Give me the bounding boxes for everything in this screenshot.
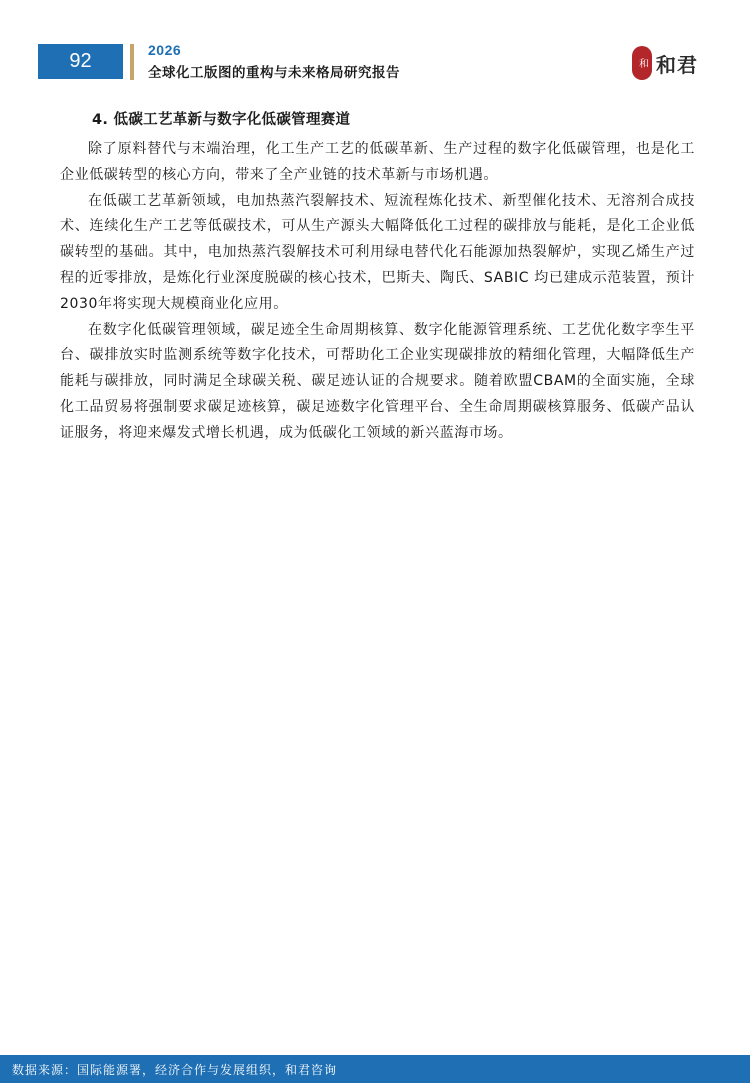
header-divider [130,44,134,80]
main-content [60,108,695,447]
logo-seal-icon: 和 [632,46,652,80]
paragraph: 在数字化低碳管理领域，碳足迹全生命周期核算、数字化能源管理系统、工艺优化数字孪生平台、碳排放实时监测系统等数字化技术，可帮助化工企业实现碳排放的精细化管理，大幅降低生产能耗与碳排放，同时满足全球碳关税、碳足迹认证的合规要求。随着欧盟CBAM的全面实施，全球化工品贸易将强制要求碳足迹核算，碳足迹数字化管理平台、全生命周期碳核算服务、低碳产品认证服务，将迎来爆发式增长机遇，成为低碳化工领域的新兴蓝海市场。 [60,321,695,441]
report-title: 全球化工版图的重构与未来格局研究报告 [148,65,400,81]
paragraph: 除了原料替代与末端治理，化工生产工艺的低碳革新、生产过程的数字化低碳管理，也是化工企业低碳转型的核心方向，带来了全产业链的技术革新与市场机遇。 [60,141,695,183]
footer-bar [0,1055,750,1083]
logo-text: 和君 [656,52,698,77]
page-number: 92 [38,44,123,79]
company-logo [632,44,722,82]
paragraph: 在低碳工艺革新领域，电加热蒸汽裂解技术、短流程炼化技术、新型催化技术、无溶剂合成技术、连续化生产工艺等低碳技术，可从生产源头大幅降低化工过程的碳排放与能耗，是化工企业低碳转型的基础。其中，电加热蒸汽裂解技术可利用绿电替代化石能源加热裂解炉，实现乙烯生产过程的近零排放，是炼化行业深度脱碳的核心技术，巴斯夫、陶氏、SABIC 均已建成示范装置，预计2030年将实现大规模商业化应用。 [60,192,695,312]
section-heading: 4. 低碳工艺革新与数字化低碳管理赛道 [92,112,351,128]
header-year: 2026 [148,42,182,58]
data-source-note: 数据来源：国际能源署，经济合作与发展组织，和君咨询 [12,1063,338,1077]
